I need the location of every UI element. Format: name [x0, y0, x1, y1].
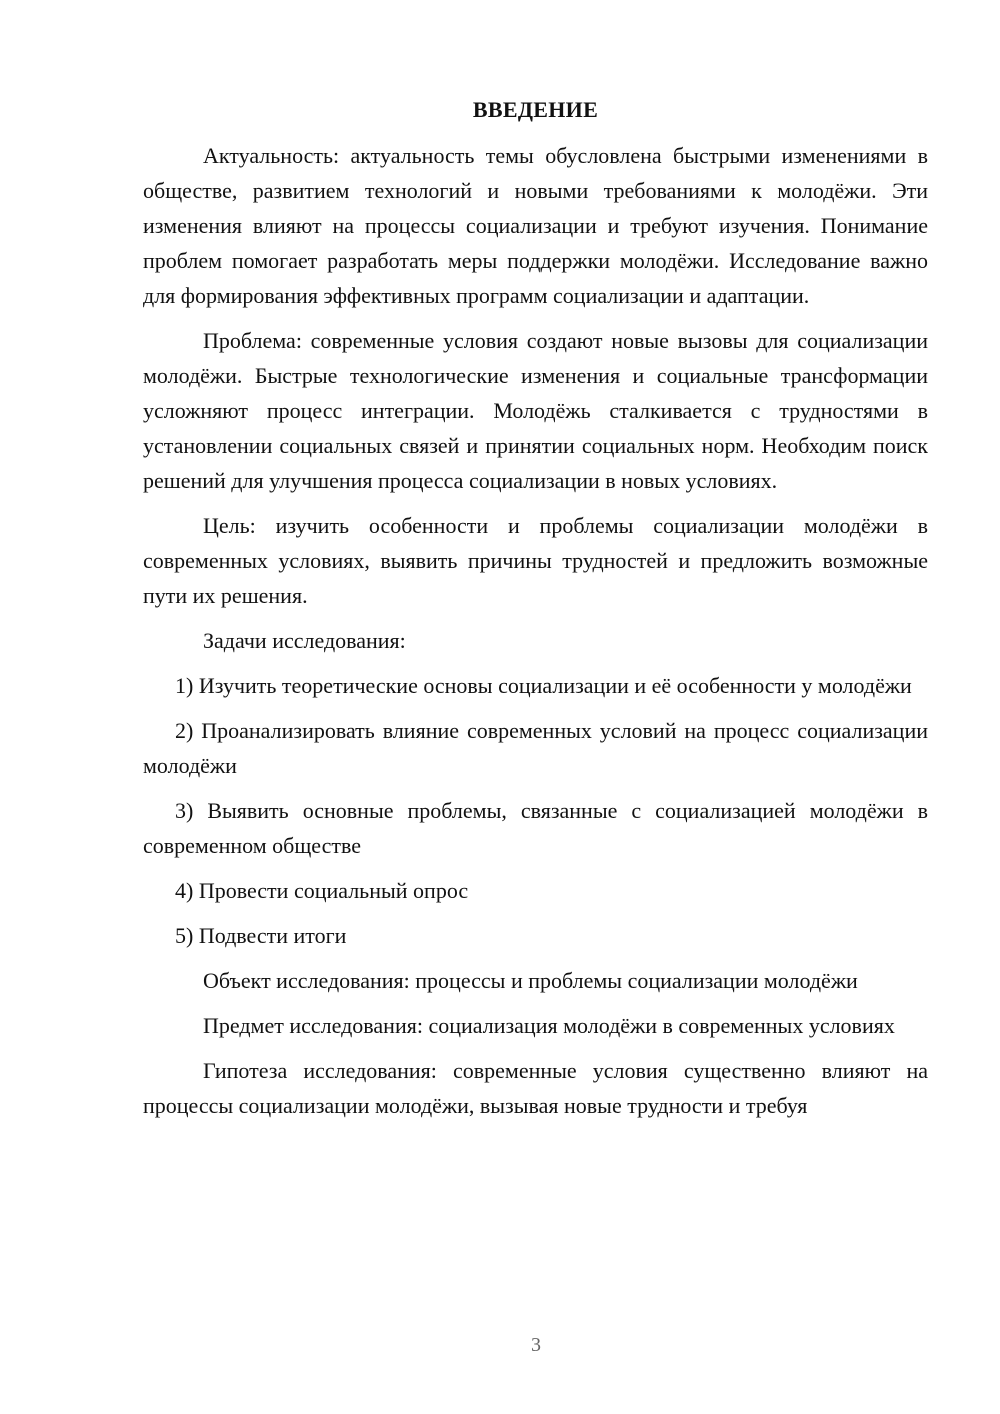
section-heading: ВВЕДЕНИЕ: [472, 97, 599, 122]
task-item-3: 3) Выявить основные проблемы, связанные с социализацией молодёжи в современном обществе: [143, 798, 928, 858]
paragraph-goal: Цель: изучить особенности и проблемы социализации молодёжи в современных условиях, выявить причины трудностей и предложить возможные пути их решения.: [143, 513, 928, 608]
task-item-5: 5) Подвести итоги: [175, 923, 347, 948]
task-item-1: 1) Изучить теоретические основы социализации и её особенности у молодёжи: [175, 673, 912, 698]
paragraph-relevance: Актуальность: актуальность темы обусловлена быстрыми изменениями в обществе, развитием технологий и новыми требованиями к молодёжи. Эти изменения влияют на процессы социализации и требуют изучения. Понимание проблем помогает разработать меры поддержки молодёжи. Исследование важно для формирования эффективных программ социализации и адаптации.: [143, 143, 928, 308]
task-item-4: 4) Провести социальный опрос: [175, 878, 469, 903]
task-item-2: 2) Проанализировать влияние современных условий на процесс социализации молодёжи: [143, 718, 928, 778]
paragraph-problem: Проблема: современные условия создают новые вызовы для социализации молодёжи. Быстрые технологические изменения и социальные трансформации усложняют процесс интеграции. Молодёжь сталкивается с трудностями в установлении социальных связей и принятии социальных норм. Необходим поиск решений для улучшения процесса социализации в новых условиях.: [143, 328, 928, 493]
paragraph-subject: Предмет исследования: социализация молодёжи в современных условиях: [203, 1013, 895, 1038]
paragraph-object: Объект исследования: процессы и проблемы социализации молодёжи: [203, 968, 858, 993]
paragraph-hypothesis: Гипотеза исследования: современные условия существенно влияют на процессы социализации молодёжи, вызывая новые трудности и требуя: [143, 1058, 928, 1118]
page-number: 3: [531, 1334, 541, 1356]
tasks-title: Задачи исследования:: [203, 628, 406, 653]
page-content: [143, 92, 928, 1133]
